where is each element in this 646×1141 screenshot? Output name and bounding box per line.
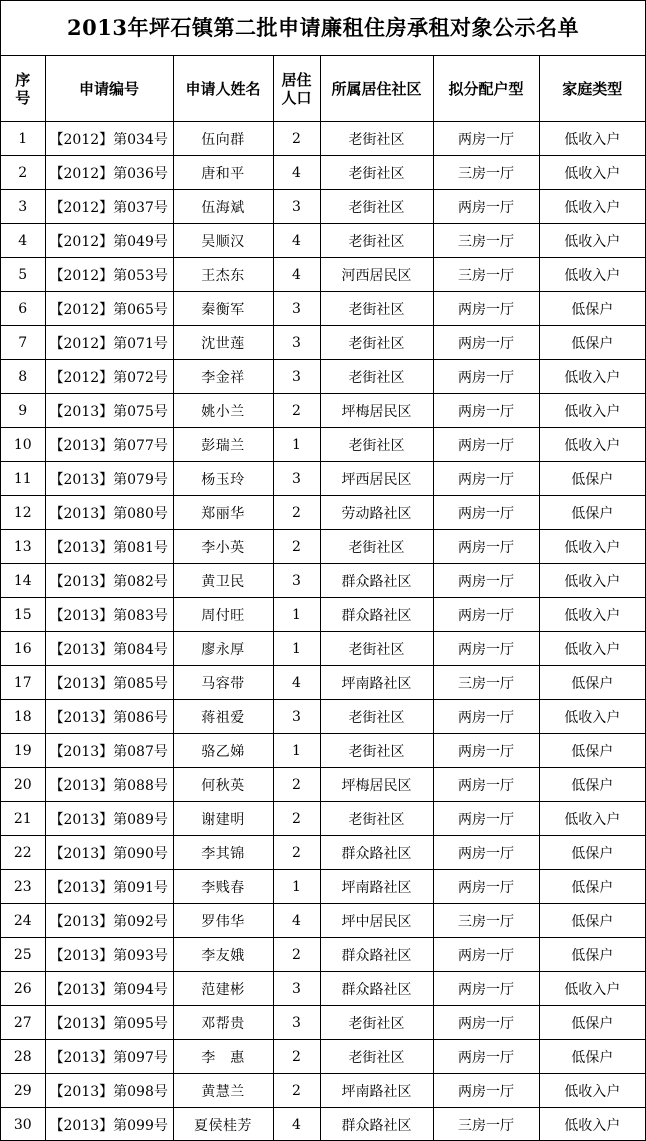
application-number-cell: 【2013】第089号 [45, 802, 173, 836]
applicant-name-cell: 郑丽华 [173, 496, 273, 530]
table-row [1, 394, 645, 428]
unit-type-cell: 两房一厅 [433, 632, 539, 666]
table-row [1, 122, 645, 156]
table-row [1, 598, 645, 632]
application-number-cell: 【2013】第080号 [45, 496, 173, 530]
table-row [1, 190, 645, 224]
household-size-cell: 4 [273, 1108, 320, 1141]
community-cell: 老街社区 [320, 734, 433, 768]
household-size-cell: 2 [273, 122, 320, 156]
applicant-name-cell: 廖永厚 [173, 632, 273, 666]
table-row [1, 870, 645, 904]
unit-type-cell: 两房一厅 [433, 734, 539, 768]
unit-type-cell: 两房一厅 [433, 496, 539, 530]
community-cell: 坪梅居民区 [320, 394, 433, 428]
application-number-cell: 【2013】第079号 [45, 462, 173, 496]
unit-type-cell: 两房一厅 [433, 190, 539, 224]
applicant-name-cell: 秦衡军 [173, 292, 273, 326]
table-row [1, 700, 645, 734]
household-size-cell: 3 [273, 1006, 320, 1040]
unit-type-cell: 两房一厅 [433, 326, 539, 360]
table-row [1, 836, 645, 870]
seq-cell: 7 [1, 326, 45, 360]
table-row [1, 972, 645, 1006]
seq-cell: 11 [1, 462, 45, 496]
community-cell: 群众路社区 [320, 1108, 433, 1141]
unit-type-cell: 两房一厅 [433, 700, 539, 734]
header-row [1, 56, 645, 122]
unit-type-cell: 三房一厅 [433, 666, 539, 700]
household-size-cell: 2 [273, 394, 320, 428]
seq-cell: 19 [1, 734, 45, 768]
household-size-cell: 2 [273, 802, 320, 836]
family-type-cell: 低保户 [539, 904, 645, 938]
unit-type-cell: 三房一厅 [433, 904, 539, 938]
col-header-unit: 拟分配户型 [433, 56, 539, 122]
family-type-cell: 低收入户 [539, 598, 645, 632]
family-type-cell: 低保户 [539, 292, 645, 326]
applicant-name-cell: 唐和平 [173, 156, 273, 190]
applicant-name-cell: 彭瑞兰 [173, 428, 273, 462]
applicant-name-cell: 李其锦 [173, 836, 273, 870]
household-size-cell: 2 [273, 496, 320, 530]
application-number-cell: 【2013】第077号 [45, 428, 173, 462]
family-type-cell: 低收入户 [539, 530, 645, 564]
seq-cell: 1 [1, 122, 45, 156]
table-row [1, 904, 645, 938]
applicant-table [1, 56, 645, 1141]
seq-cell: 9 [1, 394, 45, 428]
family-type-cell: 低收入户 [539, 564, 645, 598]
applicant-name-cell: 姚小兰 [173, 394, 273, 428]
pop-header-label: 居住人口 [281, 70, 312, 107]
application-number-cell: 【2013】第086号 [45, 700, 173, 734]
applicant-name-cell: 蒋祖爱 [173, 700, 273, 734]
table-row [1, 1006, 645, 1040]
seq-cell: 30 [1, 1108, 45, 1141]
table-row [1, 938, 645, 972]
application-number-cell: 【2012】第036号 [45, 156, 173, 190]
unit-type-cell: 两房一厅 [433, 802, 539, 836]
unit-type-cell: 两房一厅 [433, 428, 539, 462]
application-number-cell: 【2013】第090号 [45, 836, 173, 870]
community-cell: 老街社区 [320, 428, 433, 462]
seq-cell: 2 [1, 156, 45, 190]
household-size-cell: 3 [273, 462, 320, 496]
community-cell: 群众路社区 [320, 972, 433, 1006]
household-size-cell: 4 [273, 258, 320, 292]
application-number-cell: 【2013】第094号 [45, 972, 173, 1006]
applicant-name-cell: 周付旺 [173, 598, 273, 632]
household-size-cell: 2 [273, 1040, 320, 1074]
community-cell: 老街社区 [320, 530, 433, 564]
applicant-name-cell: 李贱春 [173, 870, 273, 904]
table-row [1, 428, 645, 462]
household-size-cell: 2 [273, 530, 320, 564]
application-number-cell: 【2013】第075号 [45, 394, 173, 428]
household-size-cell: 3 [273, 700, 320, 734]
seq-cell: 25 [1, 938, 45, 972]
seq-cell: 29 [1, 1074, 45, 1108]
unit-type-cell: 两房一厅 [433, 1006, 539, 1040]
applicant-name-cell: 李友娥 [173, 938, 273, 972]
household-size-cell: 3 [273, 292, 320, 326]
household-size-cell: 3 [273, 360, 320, 394]
family-type-cell: 低收入户 [539, 360, 645, 394]
unit-type-cell: 两房一厅 [433, 564, 539, 598]
table-row [1, 564, 645, 598]
family-type-cell: 低保户 [539, 462, 645, 496]
household-size-cell: 2 [273, 1074, 320, 1108]
household-size-cell: 1 [273, 734, 320, 768]
seq-cell: 6 [1, 292, 45, 326]
community-cell: 老街社区 [320, 190, 433, 224]
application-number-cell: 【2013】第093号 [45, 938, 173, 972]
col-header-community: 所属居住社区 [320, 56, 433, 122]
table-row [1, 326, 645, 360]
table-row [1, 734, 645, 768]
seq-cell: 12 [1, 496, 45, 530]
application-number-cell: 【2013】第082号 [45, 564, 173, 598]
household-size-cell: 3 [273, 972, 320, 1006]
unit-type-cell: 两房一厅 [433, 870, 539, 904]
household-size-cell: 3 [273, 564, 320, 598]
community-cell: 坪南路社区 [320, 666, 433, 700]
family-type-cell: 低收入户 [539, 258, 645, 292]
seq-cell: 17 [1, 666, 45, 700]
table-row [1, 360, 645, 394]
community-cell: 坪西居民区 [320, 462, 433, 496]
col-header-name: 申请人姓名 [173, 56, 273, 122]
household-size-cell: 2 [273, 836, 320, 870]
seq-cell: 10 [1, 428, 45, 462]
community-cell: 老街社区 [320, 632, 433, 666]
seq-cell: 5 [1, 258, 45, 292]
applicant-name-cell: 黄慧兰 [173, 1074, 273, 1108]
family-type-cell: 低保户 [539, 938, 645, 972]
household-size-cell: 2 [273, 768, 320, 802]
application-number-cell: 【2013】第091号 [45, 870, 173, 904]
seq-cell: 28 [1, 1040, 45, 1074]
family-type-cell: 低收入户 [539, 190, 645, 224]
family-type-cell: 低收入户 [539, 1074, 645, 1108]
application-number-cell: 【2013】第085号 [45, 666, 173, 700]
family-type-cell: 低保户 [539, 768, 645, 802]
unit-type-cell: 两房一厅 [433, 1074, 539, 1108]
seq-cell: 18 [1, 700, 45, 734]
seq-cell: 16 [1, 632, 45, 666]
family-type-cell: 低收入户 [539, 1108, 645, 1141]
seq-cell: 24 [1, 904, 45, 938]
table-body [1, 122, 645, 1141]
community-cell: 老街社区 [320, 802, 433, 836]
community-cell: 坪南路社区 [320, 870, 433, 904]
table-row [1, 224, 645, 258]
household-size-cell: 4 [273, 224, 320, 258]
applicant-name-cell: 伍海斌 [173, 190, 273, 224]
community-cell: 老街社区 [320, 156, 433, 190]
community-cell: 劳动路社区 [320, 496, 433, 530]
col-header-family-type: 家庭类型 [539, 56, 645, 122]
household-size-cell: 1 [273, 428, 320, 462]
table-row [1, 768, 645, 802]
applicant-name-cell: 李金祥 [173, 360, 273, 394]
household-size-cell: 1 [273, 598, 320, 632]
applicant-name-cell: 范建彬 [173, 972, 273, 1006]
community-cell: 老街社区 [320, 360, 433, 394]
household-size-cell: 4 [273, 666, 320, 700]
unit-type-cell: 两房一厅 [433, 292, 539, 326]
unit-type-cell: 两房一厅 [433, 394, 539, 428]
applicant-name-cell: 沈世莲 [173, 326, 273, 360]
community-cell: 老街社区 [320, 1040, 433, 1074]
family-type-cell: 低收入户 [539, 156, 645, 190]
seq-header-label: 序号 [15, 70, 31, 107]
family-type-cell: 低保户 [539, 836, 645, 870]
application-number-cell: 【2012】第034号 [45, 122, 173, 156]
applicant-name-cell: 马容带 [173, 666, 273, 700]
application-number-cell: 【2013】第092号 [45, 904, 173, 938]
applicant-name-cell: 王杰东 [173, 258, 273, 292]
application-number-cell: 【2012】第071号 [45, 326, 173, 360]
seq-cell: 23 [1, 870, 45, 904]
table-row [1, 666, 645, 700]
application-number-cell: 【2013】第081号 [45, 530, 173, 564]
col-header-seq [1, 56, 45, 122]
community-cell: 老街社区 [320, 224, 433, 258]
seq-cell: 3 [1, 190, 45, 224]
seq-cell: 27 [1, 1006, 45, 1040]
applicant-name-cell: 吴顺汉 [173, 224, 273, 258]
seq-cell: 20 [1, 768, 45, 802]
family-type-cell: 低保户 [539, 734, 645, 768]
seq-cell: 13 [1, 530, 45, 564]
applicant-name-cell: 邓帮贵 [173, 1006, 273, 1040]
seq-cell: 14 [1, 564, 45, 598]
application-number-cell: 【2013】第084号 [45, 632, 173, 666]
seq-cell: 4 [1, 224, 45, 258]
seq-cell: 26 [1, 972, 45, 1006]
application-number-cell: 【2013】第095号 [45, 1006, 173, 1040]
family-type-cell: 低保户 [539, 1006, 645, 1040]
community-cell: 坪梅居民区 [320, 768, 433, 802]
community-cell: 河西居民区 [320, 258, 433, 292]
family-type-cell: 低收入户 [539, 632, 645, 666]
unit-type-cell: 三房一厅 [433, 1108, 539, 1141]
family-type-cell: 低保户 [539, 496, 645, 530]
family-type-cell: 低收入户 [539, 972, 645, 1006]
household-size-cell: 1 [273, 632, 320, 666]
applicant-name-cell: 骆乙娣 [173, 734, 273, 768]
unit-type-cell: 两房一厅 [433, 972, 539, 1006]
applicant-name-cell: 李 惠 [173, 1040, 273, 1074]
household-size-cell: 3 [273, 190, 320, 224]
family-type-cell: 低收入户 [539, 122, 645, 156]
seq-cell: 15 [1, 598, 45, 632]
table-row [1, 496, 645, 530]
family-type-cell: 低保户 [539, 326, 645, 360]
table-row [1, 530, 645, 564]
family-type-cell: 低收入户 [539, 428, 645, 462]
applicant-name-cell: 夏侯桂芳 [173, 1108, 273, 1141]
application-number-cell: 【2013】第088号 [45, 768, 173, 802]
household-size-cell: 4 [273, 156, 320, 190]
application-number-cell: 【2013】第099号 [45, 1108, 173, 1141]
table-row [1, 1040, 645, 1074]
unit-type-cell: 两房一厅 [433, 122, 539, 156]
applicant-name-cell: 黄卫民 [173, 564, 273, 598]
community-cell: 坪南路社区 [320, 1074, 433, 1108]
unit-type-cell: 三房一厅 [433, 156, 539, 190]
community-cell: 老街社区 [320, 326, 433, 360]
application-number-cell: 【2013】第097号 [45, 1040, 173, 1074]
community-cell: 群众路社区 [320, 598, 433, 632]
table-row [1, 258, 645, 292]
household-size-cell: 3 [273, 326, 320, 360]
applicant-name-cell: 何秋英 [173, 768, 273, 802]
unit-type-cell: 两房一厅 [433, 938, 539, 972]
community-cell: 老街社区 [320, 1006, 433, 1040]
application-number-cell: 【2012】第072号 [45, 360, 173, 394]
unit-type-cell: 三房一厅 [433, 258, 539, 292]
family-type-cell: 低保户 [539, 870, 645, 904]
seq-cell: 8 [1, 360, 45, 394]
family-type-cell: 低保户 [539, 666, 645, 700]
table-header [1, 56, 645, 122]
unit-type-cell: 三房一厅 [433, 224, 539, 258]
community-cell: 群众路社区 [320, 564, 433, 598]
table-row [1, 1074, 645, 1108]
family-type-cell: 低收入户 [539, 802, 645, 836]
table-row [1, 632, 645, 666]
community-cell: 群众路社区 [320, 836, 433, 870]
family-type-cell: 低保户 [539, 1040, 645, 1074]
family-type-cell: 低收入户 [539, 224, 645, 258]
applicant-name-cell: 杨玉玲 [173, 462, 273, 496]
table-row [1, 802, 645, 836]
unit-type-cell: 两房一厅 [433, 1040, 539, 1074]
community-cell: 坪中居民区 [320, 904, 433, 938]
unit-type-cell: 两房一厅 [433, 360, 539, 394]
table-row [1, 1108, 645, 1141]
applicant-name-cell: 李小英 [173, 530, 273, 564]
family-type-cell: 低收入户 [539, 394, 645, 428]
table-row [1, 292, 645, 326]
application-number-cell: 【2012】第053号 [45, 258, 173, 292]
page-title: 2013年坪石镇第二批申请廉租住房承租对象公示名单 [1, 1, 645, 56]
application-number-cell: 【2012】第065号 [45, 292, 173, 326]
col-header-app-no: 申请编号 [45, 56, 173, 122]
unit-type-cell: 两房一厅 [433, 836, 539, 870]
community-cell: 老街社区 [320, 122, 433, 156]
household-size-cell: 2 [273, 938, 320, 972]
application-number-cell: 【2013】第083号 [45, 598, 173, 632]
household-size-cell: 4 [273, 904, 320, 938]
application-number-cell: 【2013】第087号 [45, 734, 173, 768]
unit-type-cell: 两房一厅 [433, 462, 539, 496]
seq-cell: 21 [1, 802, 45, 836]
applicant-name-cell: 谢建明 [173, 802, 273, 836]
table-row [1, 462, 645, 496]
col-header-pop [273, 56, 320, 122]
unit-type-cell: 两房一厅 [433, 768, 539, 802]
applicant-name-cell: 罗伟华 [173, 904, 273, 938]
unit-type-cell: 两房一厅 [433, 530, 539, 564]
household-size-cell: 1 [273, 870, 320, 904]
seq-cell: 22 [1, 836, 45, 870]
applicant-name-cell: 伍向群 [173, 122, 273, 156]
application-number-cell: 【2012】第049号 [45, 224, 173, 258]
family-type-cell: 低收入户 [539, 700, 645, 734]
unit-type-cell: 两房一厅 [433, 598, 539, 632]
table-row [1, 156, 645, 190]
community-cell: 老街社区 [320, 700, 433, 734]
application-number-cell: 【2012】第037号 [45, 190, 173, 224]
community-cell: 老街社区 [320, 292, 433, 326]
community-cell: 群众路社区 [320, 938, 433, 972]
application-number-cell: 【2013】第098号 [45, 1074, 173, 1108]
